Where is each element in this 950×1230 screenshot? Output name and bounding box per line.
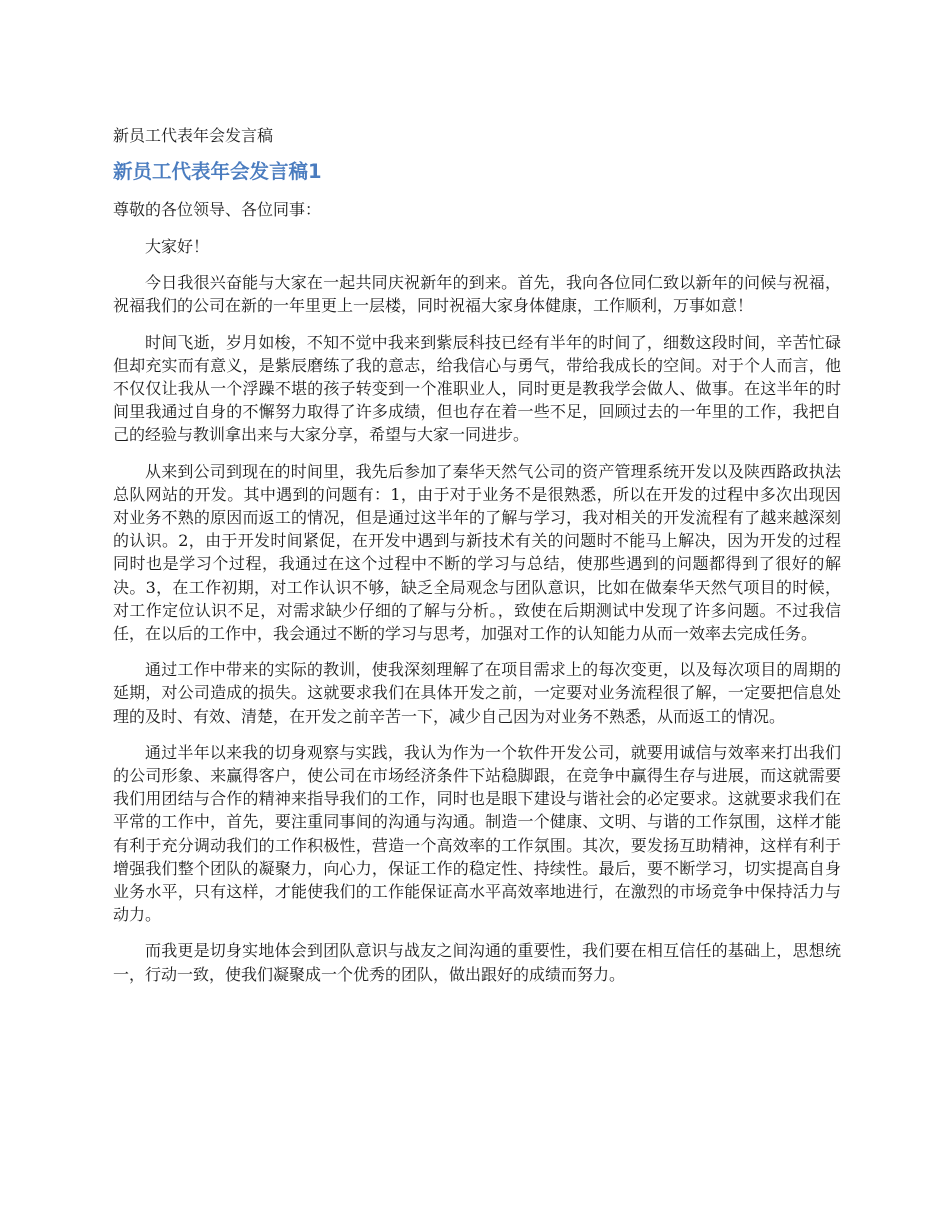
paragraph-project-problems: 从来到公司到现在的时间里，我先后参加了秦华天然气公司的资产管理系统开发以及陕西路政执法总队网站的开发。其中遇到的问题有：1，由于对于业务不是很熟悉，所以在开发的过程中多次出现因对业务不熟的原因而返工的情况，但是通过这半年的了解与学习，我对相关的开发流程有了越来越深刻的认识。2，由于开发时间紧促，在开发中遇到与新技术有关的问题时不能马上解决，因为开发的过程同时也是学习个过程，我通过在这个过程中不断的学习与总结，使那些遇到的问题都得到了很好的解决。3，在工作初期，对工作认识不够，缺乏全局观念与团队意识，比如在做秦华天然气项目的时候，对工作定位认识不足，对需求缺少仔细的了解与分析。，致使在后期测试中发现了许多问题。不过我信任，在以后的工作中，我会通过不断的学习与思考，加强对工作的认知能力从而一效率去完成任务。: [113, 461, 841, 644]
paragraph-closing: 而我更是切身实地体会到团队意识与战友之间沟通的重要性，我们要在相互信任的基础上，思想统一，行动一致，使我们凝聚成一个优秀的团队，做出跟好的成绩而努力。: [113, 941, 841, 984]
document-page: [113, 118, 841, 999]
paragraph-teamwork-views: 通过半年以来我的切身观察与实践，我认为作为一个软件开发公司，就要用诚信与效率来打出我们的公司形象、来赢得客户，使公司在市场经济条件下站稳脚跟，在竞争中赢得生存与进展，而这就需要我们用团结与合作的精神来指导我们的工作，同时也是眼下建设与谐社会的必定要求。这就要求我们在平常的工作中，首先，要注重同事间的沟通与沟通。制造一个健康、文明、与谐的工作氛围，这样才能有利于充分调动我们的工作积极性，营造一个高效率的工作氛围。其次，要发扬互助精神，这样有利于增强我们整个团队的凝聚力，向心力，保证工作的稳定性、持续性。最后，要不断学习，切实提高自身业务水平，只有这样，才能使我们的工作能保证高水平高效率地进行，在激烈的市场竞争中保持活力与动力。: [113, 742, 841, 925]
salutation: 尊敬的各位领导、各位同事：: [113, 200, 322, 219]
document-heading: 新员工代表年会发言稿1: [113, 160, 322, 183]
paragraph-new-year-wishes: 今日我很兴奋能与大家在一起共同庆祝新年的到来。首先，我向各位同仁致以新年的问候与祝福，祝福我们的公司在新的一年里更上一层楼，同时祝福大家身体健康，工作顺利，万事如意！: [113, 273, 841, 316]
document-label: 新员工代表年会发言稿: [113, 126, 274, 145]
paragraph-lessons-learned: 通过工作中带来的实际的教训，使我深刻理解了在项目需求上的每次变更，以及每次项目的周期的延期，对公司造成的损失。这就要求我们在具体开发之前，一定要对业务流程很了解，一定要把信息处理的及时、有效、清楚，在开发之前辛苦一下，减少自己因为对业务不熟悉，从而返工的情况。: [113, 660, 841, 726]
paragraph-greeting: 大家好！: [145, 237, 210, 256]
paragraph-half-year-reflection: 时间飞逝，岁月如梭，不知不觉中我来到紫辰科技已经有半年的时间了，细数这段时间，辛苦忙碌但却充实而有意义，是紫辰磨练了我的意志，给我信心与勇气，带给我成长的空间。对于个人而言，他不仅仅让我从一个浮躁不堪的孩子转变到一个准职业人，同时更是教我学会做人、做事。在这半年的时间里我通过自身的不懈努力取得了许多成绩，但也存在着一些不足，回顾过去的一年里的工作，我把自己的经验与教训拿出来与大家分享，希望与大家一同进步。: [113, 332, 841, 445]
